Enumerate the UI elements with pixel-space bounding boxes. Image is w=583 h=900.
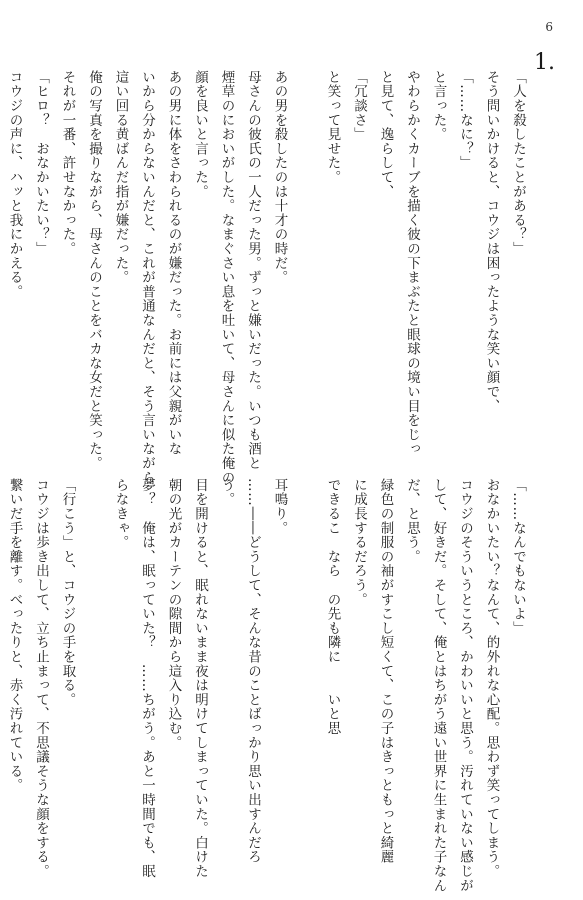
paragraph-gap (293, 70, 320, 71)
text-line: 目を開けると、眠れないまま夜は明けてしまっていた。白けた (192, 478, 208, 879)
text-line: 夢？ 俺は、眠っていた？ ……ちがう。あと一時間でも、眠 (139, 478, 155, 879)
text-line: だ、と思う。 (404, 478, 420, 564)
text-line: コウジの声に、ハッと我にかえる。 (6, 70, 23, 299)
paragraph-gap (81, 478, 108, 479)
text-line: と笑って見せた。 (324, 70, 341, 185)
paragraph-gap (293, 478, 320, 479)
text-line: 耳鳴り。 (271, 478, 288, 536)
text-line: と見て、逸らして、 (377, 70, 394, 199)
text-line: コウジのそういうところ、かわいいと思う。汚れていない感じが (457, 478, 473, 893)
text-line: 「行こう」と、コウジの手を取る。 (59, 478, 76, 707)
text-line: と言った。 (430, 70, 447, 142)
text-line: そう問いかけると、コウジは困ったような笑い顔で、 (483, 70, 500, 414)
text-line: 俺の写真を撮りながら、母さんのことをバカな女だと笑った。 (86, 70, 102, 471)
text-line: おなかいたい？なんて、的外れな心配。思わず笑ってしまう。 (483, 478, 500, 879)
text-line: あの男を殺したのは十才の時だ。 (271, 70, 288, 285)
text-line: らなきゃ。 (112, 478, 129, 550)
text-line: 緑色の制服の袖がすこし短くて、この子はきっともっと綺麗 (377, 478, 394, 865)
text-line: 朝の光がカーテンの隙間から這入り込む。 (165, 478, 182, 750)
page-number: 6 (545, 20, 553, 34)
top-text-block (6, 70, 531, 485)
text-line: 顔を良いと言った。 (192, 70, 208, 199)
text-line: 「ヒロ？ おなかいたい？」 (33, 70, 49, 256)
text-line: 母さんの彼氏の一人だった男。ずっと嫌いだった。いつも酒と (245, 70, 261, 471)
chapter-heading: 1. (534, 50, 555, 75)
text-line: できるこ なら の先も隣に いと思 (324, 478, 341, 736)
text-line: して、好きだ。そして、俺とはちがう遠い世界に生まれた子なん (430, 478, 447, 893)
text-line: あの男に体をさわられるのが嫌だった。お前には父親がいな (165, 70, 182, 457)
text-line: 繋いだ手を離す。べったりと、赤く汚れている。 (6, 478, 23, 793)
text-line: いから分からないんだと、これが普通なんだと、そう言いながら (139, 70, 155, 485)
text-line: 煙草のにおいがした。なまぐさい息を吐いて、母さんに似た俺の (218, 70, 235, 485)
text-line: ……――どうして、そんな昔のことばっかり思い出すんだろ (245, 478, 261, 865)
text-line: 「人を殺したことがある？」 (510, 70, 526, 256)
text-line: やわらかくカーブを描く彼の下まぶたと眼球の境い目をじっ (404, 70, 420, 457)
text-line: 「……なんでもないよ」 (510, 478, 526, 636)
text-line: 「……なに？」 (457, 70, 473, 171)
text-line: コウジは歩き出して、立ち止まって、不思議そうな顔をする。 (33, 478, 49, 879)
text-line: 「冗談さ」 (351, 70, 367, 142)
text-line: に成長するだろう。 (351, 478, 367, 607)
bottom-text-block (6, 478, 531, 893)
text-line: それが一番、許せなかった。 (59, 70, 76, 256)
text-line: う。 (218, 478, 235, 507)
text-line: 這い回る黄ばんだ指が嫌だった。 (112, 70, 129, 285)
